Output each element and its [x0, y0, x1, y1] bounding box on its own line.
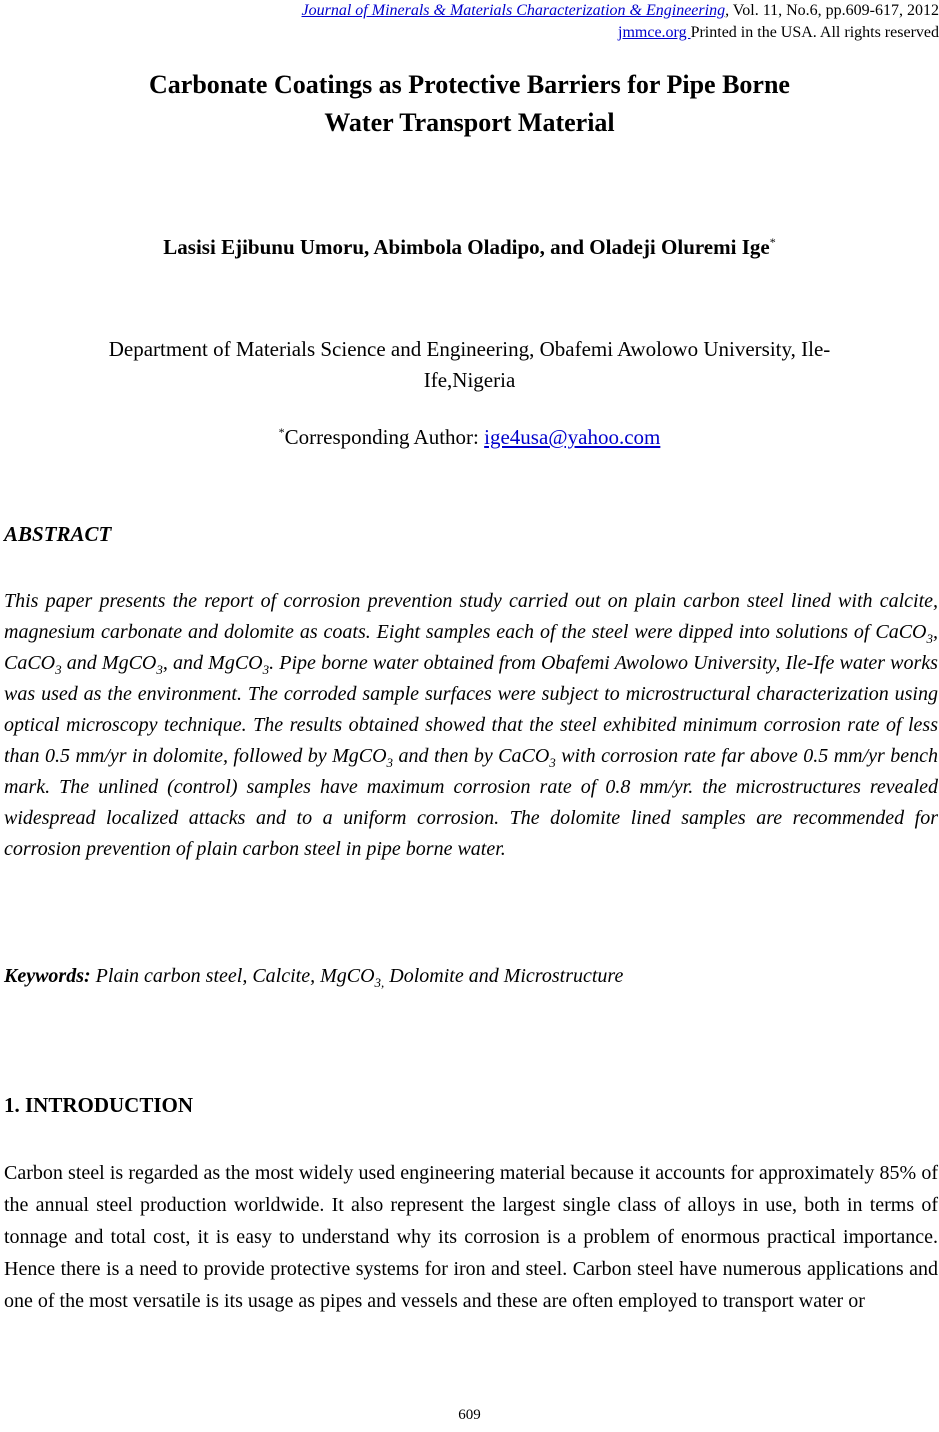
journal-link[interactable]: Journal of Minerals & Materials Characterization & Engineering	[301, 2, 726, 19]
corresponding-label: Corresponding Author:	[284, 425, 485, 449]
affiliation-line-1: Department of Materials Science and Engineering, Obafemi Awolowo University, Ile-	[108, 337, 831, 361]
author-list	[0, 235, 939, 260]
keywords-label: Keywords:	[4, 965, 91, 987]
page-number: 609	[458, 1407, 481, 1423]
author-names: Lasisi Ejibunu Umoru, Abimbola Oladipo, and Oladeji Oluremi Ige	[163, 235, 770, 259]
introduction-heading: 1. INTRODUCTION	[4, 1093, 194, 1117]
title-line-1: Carbonate Coatings as Protective Barriers for Pipe Borne	[149, 70, 790, 99]
email-link[interactable]: ige4usa@yahoo.com	[484, 425, 661, 449]
affiliation-line-2: Ife,Nigeria	[423, 368, 516, 392]
abstract-body: This paper presents the report of corrosion prevention study carried out on plain carbon steel lined with calcite, magnesium carbonate and dolomite as coats. Eight samples each of the steel were dipped into solutions of CaCO$_3$, CaCO$_3$ and MgCO$_3$, and MgCO$_3$. Pipe borne water obtained from Obafemi Awolowo University, Ile-Ife water works was used as the environment. The corroded sample surfaces were subject to microstructural characterization using optical microscopy technique. The results obtained showed that the steel exhibited minimum corrosion rate of less than 0.5 mm/yr in dolomite, followed by MgCO$_3$ and then by CaCO$_3$ with corrosion rate far above 0.5 mm/yr bench mark. The unlined (control) samples have maximum corrosion rate of 0.8 mm/yr. the microstructures revealed widespread localized attacks and to a uniform corrosion. The dolomite lined samples are recommended for corrosion prevention of plain carbon steel in pipe borne water.	[4, 590, 938, 860]
publisher-line	[302, 22, 939, 44]
title-line-2: Water Transport Material	[324, 108, 615, 137]
corresponding-asterisk: *	[278, 425, 285, 439]
corresponding-mark: *	[769, 235, 776, 249]
introduction-body: Carbon steel is regarded as the most widely used engineering material because it accounts for approximately 85% of the annual steel production worldwide. It also represent the largest single class of alloys in use, both in terms of tonnage and total cost, it is easy to understand why its corrosion is a problem of enormous practical importance. Hence there is a need to provide protective systems for iron and steel. Carbon steel have numerous applications and one of the most versatile is its usage as pipes and vessels and these are often employed to transport water or	[4, 1162, 938, 1312]
site-link[interactable]: jmmce.org	[618, 24, 691, 41]
journal-volume: , Vol. 11, No.6, pp.609-617, 2012	[725, 2, 939, 19]
paper-title	[0, 66, 939, 142]
rights-text: Printed in the USA. All rights reserved	[690, 24, 939, 41]
journal-citation	[302, 0, 939, 22]
abstract-heading: ABSTRACT	[4, 522, 112, 546]
keywords-line: Keywords: Plain carbon steel, Calcite, MgCO$_{3,}$ Dolomite and Microstructure	[4, 965, 624, 990]
running-header	[302, 0, 939, 44]
affiliation	[0, 334, 939, 396]
corresponding-author	[0, 425, 939, 450]
